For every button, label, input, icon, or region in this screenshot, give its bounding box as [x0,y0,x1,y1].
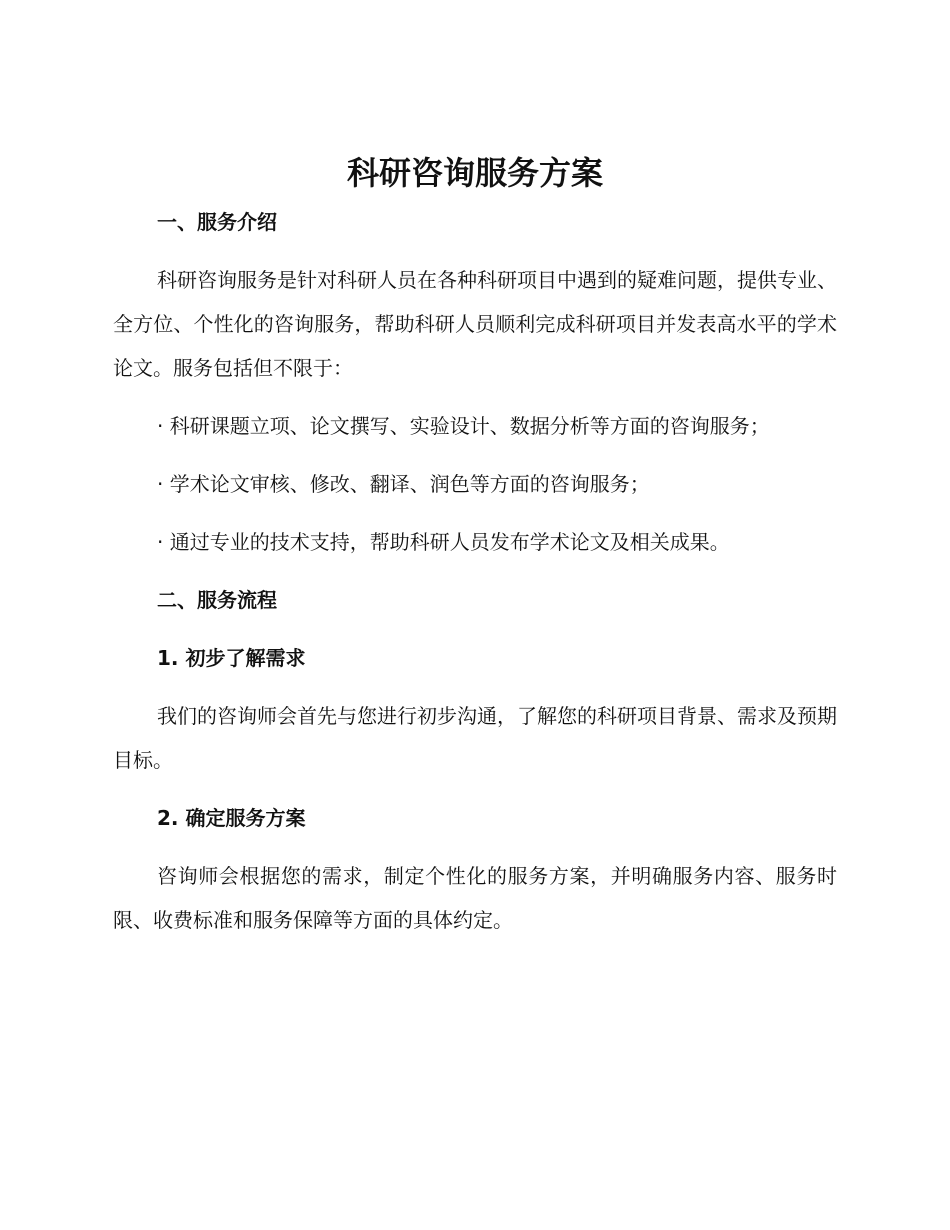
intro-paragraph: 科研咨询服务是针对科研人员在各种科研项目中遇到的疑难问题，提供专业、全方位、个性化的咨询服务，帮助科研人员顺利完成科研项目并发表高水平的学术论文。服务包括但不限于： [113,268,837,380]
bullet-item: · 通过专业的技术支持，帮助科研人员发布学术论文及相关成果。 [157,530,730,554]
spacer [113,782,837,796]
spacer [113,622,837,636]
bullet-item: · 学术论文审核、修改、翻译、润色等方面的咨询服务； [157,472,650,496]
bullet-item: · 科研课题立项、论文撰写、实验设计、数据分析等方面的咨询服务； [157,414,770,438]
step-heading: 2. 确定服务方案 [157,806,306,830]
step-paragraph: 咨询师会根据您的需求，制定个性化的服务方案，并明确服务内容、服务时限、收费标准和服务保障等方面的具体约定。 [113,864,837,932]
document-body [113,200,837,942]
document-title: 科研咨询服务方案 [346,154,603,192]
spacer [113,244,837,258]
spacer [113,680,837,694]
step-heading: 1. 初步了解需求 [157,646,306,670]
spacer [113,564,837,578]
step-paragraph: 我们的咨询师会首先与您进行初步沟通，了解您的科研项目背景、需求及预期目标。 [113,704,837,772]
spacer [113,840,837,854]
spacer [113,448,837,462]
section-heading-process: 二、服务流程 [157,588,277,612]
spacer [113,390,837,404]
spacer [113,506,837,520]
section-heading-intro: 一、服务介绍 [157,210,277,234]
